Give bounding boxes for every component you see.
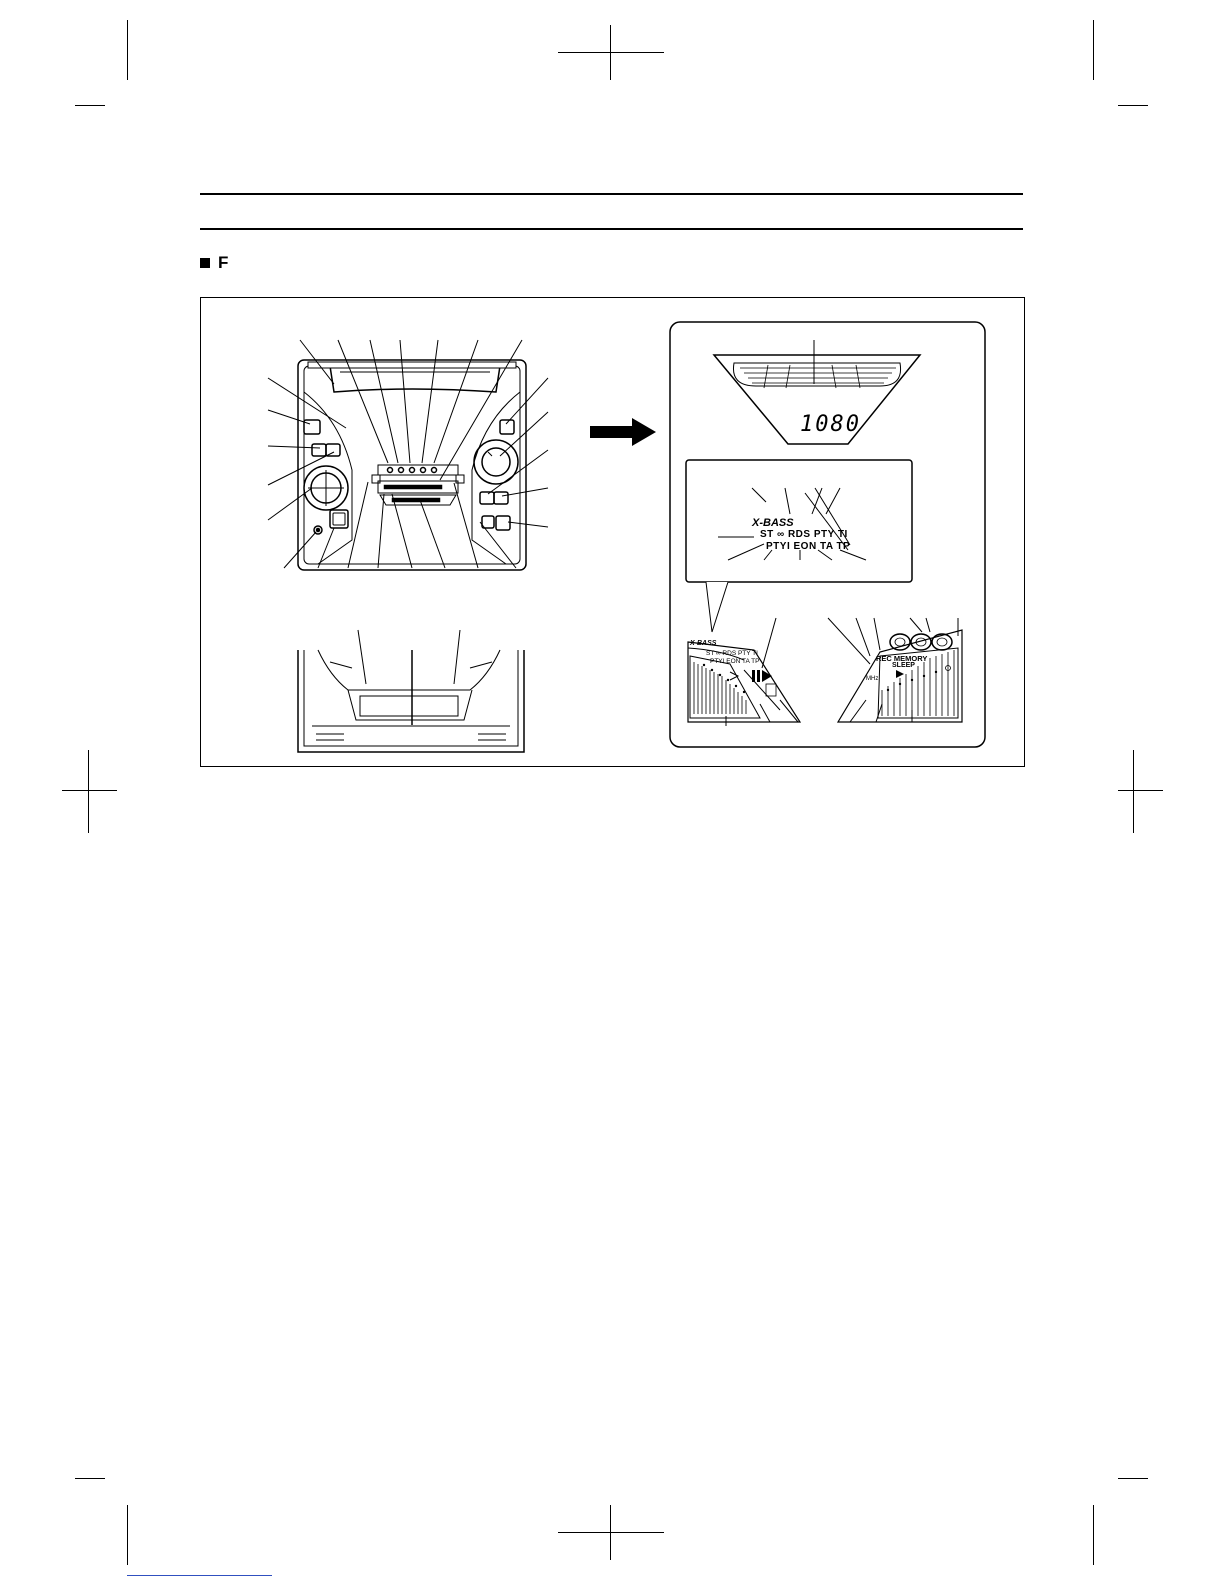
pause-icon [752, 670, 755, 682]
display-row2: PTYI EON TA TP [766, 541, 851, 552]
cassette-doors-drawing [298, 630, 524, 752]
rec-memory-label: REC MEMORY [876, 654, 928, 663]
sleep-label: SLEEP [892, 662, 915, 669]
display-row1: ST ∞ RDS PTY TI [760, 529, 848, 540]
footer-link-underline [127, 1575, 272, 1576]
play-icon [762, 670, 772, 682]
small-display-row2: PTYI EON TA TP [710, 658, 760, 665]
small-display-row1: ST ∞ RDS PTY TI [706, 650, 758, 657]
xbass-label: X-BASS [752, 517, 794, 529]
callout-lines-main [268, 340, 548, 568]
mhz-label: MHz [866, 676, 879, 682]
small-xbass-label: X-BASS [690, 640, 717, 647]
section-letter: F [218, 253, 229, 272]
small-display-glyphs [730, 666, 951, 683]
arrow-right-icon [590, 418, 656, 446]
frequency-readout: 1080 [800, 412, 861, 437]
